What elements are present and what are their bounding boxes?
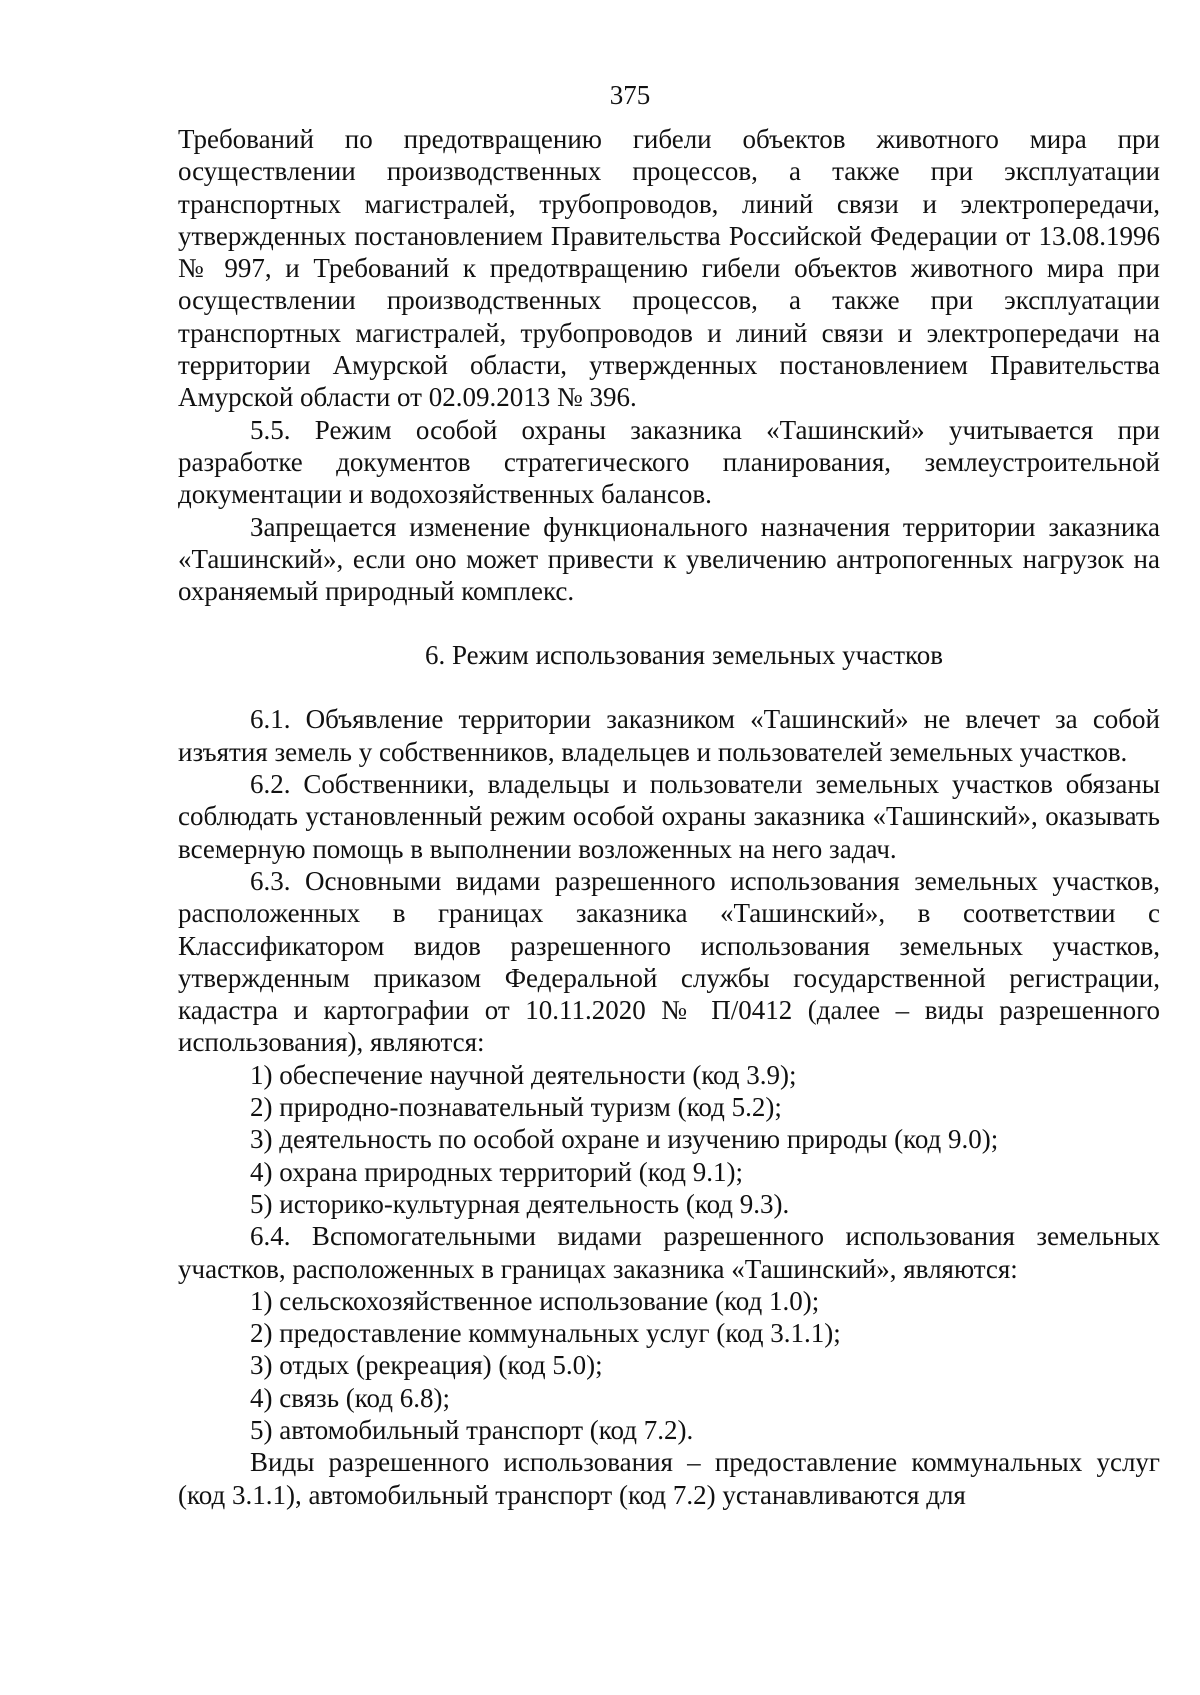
document-body xyxy=(178,123,1160,1511)
list-item: 3) отдых (рекреация) (код 5.0); xyxy=(250,1350,603,1381)
paragraph-final: Виды разрешенного использования – предоставление коммунальных услуг (код 3.1.1), автомобильный транспорт (код 7.2) устанавливаются для xyxy=(178,1447,1160,1510)
page-number: 375 xyxy=(609,80,651,110)
list-item: 3) деятельность по особой охране и изучению природы (код 9.0); xyxy=(250,1124,999,1155)
paragraph-intro: Требований по предотвращению гибели объектов животного мира при осуществлении производственных процессов, а также при эксплуатации транспортных магистралей, трубопроводов, линий связи и электропередачи, утвержденных постановлением Правительства Российской Федерации от 13.08.1996 № 997, и Требований к предотвращению гибели объектов животного мира при осуществлении производственных процессов, а также при эксплуатации транспортных магистралей, трубопроводов и линий связи и электропередачи на территории Амурской области, утвержденных постановлением Правительства Амурской области от 02.09.2013 № 396. xyxy=(178,124,1160,413)
list-item: 2) природно-познавательный туризм (код 5.2); xyxy=(250,1092,782,1123)
list-item: 4) охрана природных территорий (код 9.1); xyxy=(250,1156,743,1187)
paragraph-6-1: 6.1. Объявление территории заказником «Ташинский» не влечет за собой изъятия земель у собственников, владельцев и пользователей земельных участков. xyxy=(178,704,1160,767)
list-item: 5) историко-культурная деятельность (код 9.3). xyxy=(250,1188,790,1219)
list-item: 4) связь (код 6.8); xyxy=(250,1382,450,1413)
section-heading-6: 6. Режим использования земельных участков xyxy=(424,640,944,671)
paragraph-prohibition: Запрещается изменение функционального назначения территории заказника «Ташинский», если оно может привести к увеличению антропогенных нагрузок на охраняемый природный комплекс. xyxy=(178,511,1160,607)
paragraph-6-4: 6.4. Вспомогательными видами разрешенного использования земельных участков, расположенных в границах заказника «Ташинский», являются: xyxy=(178,1221,1160,1284)
paragraph-6-3: 6.3. Основными видами разрешенного использования земельных участков, расположенных в границах заказника «Ташинский», в соответствии с Классификатором видов разрешенного использования земельных участков, утвержденным приказом Федеральной службы государственной регистрации, кадастра и картографии от 10.11.2020 № П/0412 (далее – виды разрешенного использования), являются: xyxy=(178,865,1160,1058)
list-item: 5) автомобильный транспорт (код 7.2). xyxy=(250,1414,694,1445)
paragraph-6-2: 6.2. Собственники, владельцы и пользователи земельных участков обязаны соблюдать установленный режим особой охраны заказника «Ташинский», оказывать всемерную помощь в выполнении возложенных на него задач. xyxy=(178,769,1160,864)
list-item: 1) сельскохозяйственное использование (код 1.0); xyxy=(250,1285,820,1316)
list-item: 1) обеспечение научной деятельности (код 3.9); xyxy=(250,1059,797,1090)
list-item: 2) предоставление коммунальных услуг (код 3.1.1); xyxy=(250,1318,841,1349)
paragraph-5-5: 5.5. Режим особой охраны заказника «Ташинский» учитывается при разработке документов стратегического планирования, землеустроительной документации и водохозяйственных балансов. xyxy=(178,414,1160,510)
